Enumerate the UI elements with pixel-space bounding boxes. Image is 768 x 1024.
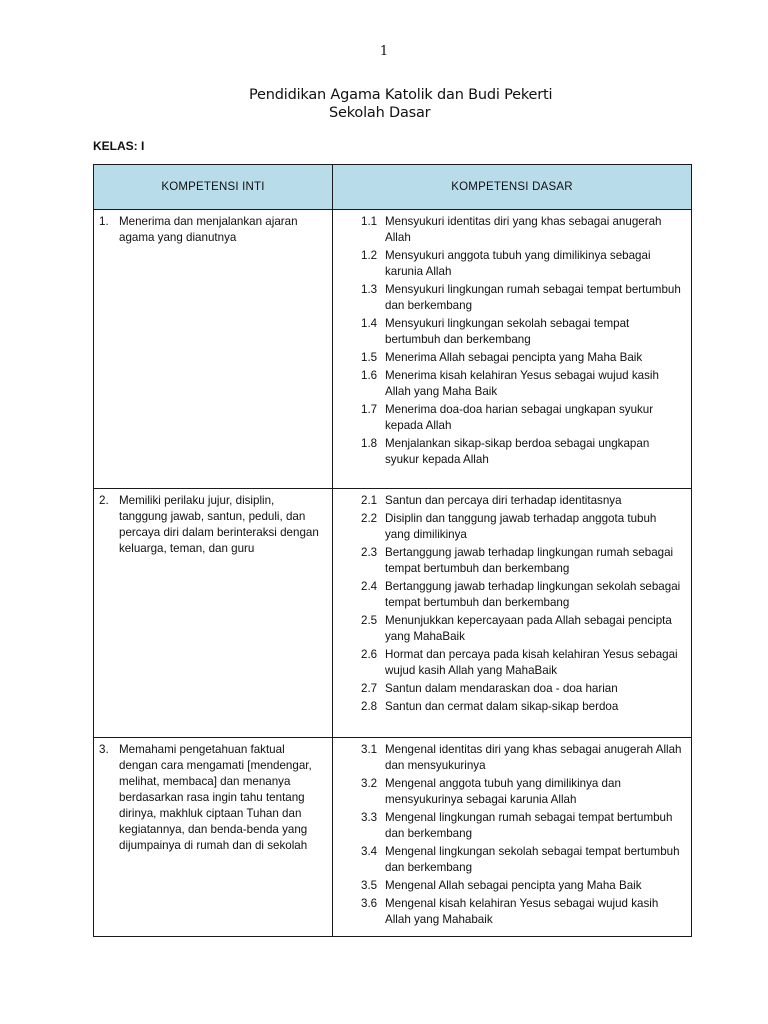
kd-text: Bertanggung jawab terhadap lingkungan rumah sebagai tempat bertumbuh dan berkembang (385, 546, 674, 575)
kd-number: 2.2 (361, 512, 378, 525)
header-kompetensi-inti: KOMPETENSI INTI (94, 165, 333, 210)
header-kompetensi-dasar: KOMPETENSI DASAR (333, 165, 692, 210)
kd-text: Mengenal anggota tubuh yang dimilikinya dan mensyukurinya sebagai karunia Allah (385, 777, 621, 806)
kd-number: 1.3 (361, 283, 378, 296)
kd-number: 2.1 (361, 494, 378, 507)
kd-cell (333, 489, 692, 738)
kd-text: Mengenal kisah kelahiran Yesus sebagai wujud kasih Allah yang Mahabaik (385, 897, 659, 926)
ki-cell (94, 489, 333, 738)
kd-item (333, 776, 683, 808)
table-row (94, 210, 692, 489)
kd-number: 3.3 (361, 811, 378, 824)
kd-number: 2.5 (361, 614, 378, 627)
kd-item (333, 248, 683, 280)
kd-number: 3.1 (361, 743, 378, 756)
kd-item (333, 681, 683, 697)
kd-item (333, 810, 683, 842)
kd-number: 1.4 (361, 317, 378, 330)
kd-number: 2.6 (361, 648, 378, 661)
kd-item (333, 613, 683, 645)
kd-text: Menunjukkan kepercayaan pada Allah sebagai pencipta yang MahaBaik (385, 614, 672, 643)
kd-text: Mengenal Allah sebagai pencipta yang Maha Baik (385, 879, 642, 892)
competency-table (93, 164, 692, 937)
kd-number: 2.3 (361, 546, 378, 559)
kd-item (333, 844, 683, 876)
kd-text: Menerima doa-doa harian sebagai ungkapan syukur kepada Allah (385, 403, 654, 432)
kd-number: 2.7 (361, 682, 378, 695)
kd-text: Mengenal lingkungan rumah sebagai tempat bertumbuh dan berkembang (385, 811, 673, 840)
kd-item (333, 402, 683, 434)
kd-text: Bertanggung jawab terhadap lingkungan sekolah sebagai tempat bertumbuh dan berkembang (385, 580, 681, 609)
kd-item (333, 436, 683, 468)
kd-number: 1.6 (361, 369, 378, 382)
kd-item (333, 282, 683, 314)
kd-item (333, 647, 683, 679)
table-header-row (94, 165, 692, 210)
kd-number: 1.8 (361, 437, 378, 450)
kd-number: 1.5 (361, 351, 378, 364)
kd-text: Mensyukuri anggota tubuh yang dimilikinya sebagai karunia Allah (385, 249, 651, 278)
ki-text: Menerima dan menjalankan ajaran agama yang dianutnya (119, 215, 298, 244)
kd-text: Menerima Allah sebagai pencipta yang Maha Baik (385, 351, 643, 364)
kd-item (333, 316, 683, 348)
kd-number: 1.2 (361, 249, 378, 262)
kd-text: Santun dalam mendaraskan doa - doa harian (385, 682, 618, 695)
kd-number: 1.7 (361, 403, 378, 416)
ki-text: Memiliki perilaku jujur, disiplin, tanggung jawab, santun, peduli, dan percaya diri dalam berinteraksi dengan keluarga, teman, dan guru (119, 494, 319, 555)
table-row (94, 489, 692, 738)
kd-item (333, 699, 683, 715)
kd-text: Santun dan cermat dalam sikap-sikap berdoa (385, 700, 619, 713)
kd-item (333, 493, 683, 509)
kd-item (333, 545, 683, 577)
kd-number: 3.4 (361, 845, 378, 858)
kd-text: Mensyukuri lingkungan sekolah sebagai tempat bertumbuh dan berkembang (385, 317, 630, 346)
kd-text: Mensyukuri lingkungan rumah sebagai tempat bertumbuh dan berkembang (385, 283, 681, 312)
kd-item (333, 350, 683, 366)
ki-number: 3. (99, 743, 109, 756)
ki-number: 2. (99, 494, 109, 507)
kd-item (333, 214, 683, 246)
page-number: 1 (379, 44, 389, 59)
ki-cell (94, 210, 333, 489)
kd-text: Menjalankan sikap-sikap berdoa sebagai ungkapan syukur kepada Allah (385, 437, 650, 466)
ki-cell (94, 738, 333, 937)
kd-number: 3.5 (361, 879, 378, 892)
kd-number: 1.1 (361, 215, 378, 228)
kd-item (333, 579, 683, 611)
kd-number: 3.2 (361, 777, 378, 790)
kd-text: Mengenal identitas diri yang khas sebagai anugerah Allah dan mensyukurinya (385, 743, 682, 772)
kd-text: Santun dan percaya diri terhadap identitasnya (385, 494, 622, 507)
kd-text: Disiplin dan tanggung jawab terhadap anggota tubuh yang dimilikinya (385, 512, 657, 541)
table-row (94, 738, 692, 937)
kd-number: 2.4 (361, 580, 378, 593)
kd-number: 2.8 (361, 700, 378, 713)
kd-number: 3.6 (361, 897, 378, 910)
document-title: Pendidikan Agama Katolik dan Budi Pekerti (249, 87, 553, 103)
kd-item (333, 368, 683, 400)
kd-cell (333, 210, 692, 489)
ki-number: 1. (99, 215, 109, 228)
kd-item (333, 896, 683, 928)
kd-item (333, 511, 683, 543)
class-label: KELAS: I (93, 139, 145, 153)
kd-text: Hormat dan percaya pada kisah kelahiran Yesus sebagai wujud kasih Allah yang MahaBaik (385, 648, 678, 677)
ki-text: Memahami pengetahuan faktual dengan cara mengamati [mendengar, melihat, membaca] dan menanya berdasarkan rasa ingin tahu tentang dirinya, makhluk ciptaan Tuhan dan kegiatannya, dan benda-benda yang dijumpainya di rumah dan di sekolah (119, 743, 312, 852)
document-subtitle: Sekolah Dasar (329, 105, 431, 121)
kd-item (333, 878, 683, 894)
kd-cell (333, 738, 692, 937)
kd-text: Mengenal lingkungan sekolah sebagai tempat bertumbuh dan berkembang (385, 845, 680, 874)
kd-text: Menerima kisah kelahiran Yesus sebagai wujud kasih Allah yang Maha Baik (385, 369, 659, 398)
kd-text: Mensyukuri identitas diri yang khas sebagai anugerah Allah (385, 215, 662, 244)
kd-item (333, 742, 683, 774)
